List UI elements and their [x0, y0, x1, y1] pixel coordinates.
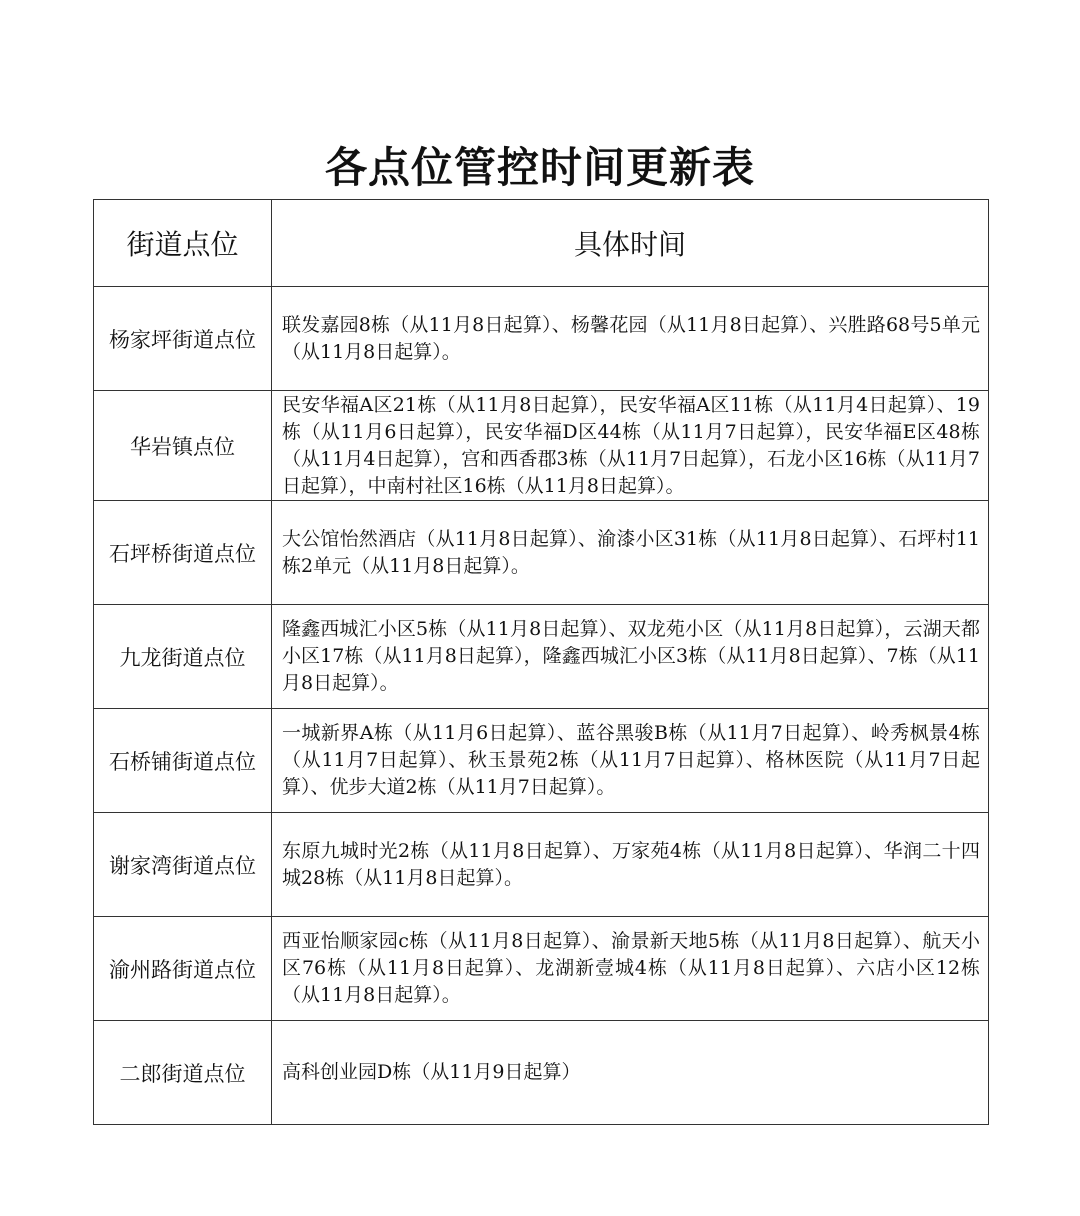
page-title: 各点位管控时间更新表: [324, 143, 755, 192]
control-time-table: [93, 199, 989, 1125]
table-row: [94, 917, 989, 1021]
detail-cell: 联发嘉园8栋（从11月8日起算）、杨馨花园（从11月8日起算）、兴胜路68号5单元（从11月8日起算）。: [272, 287, 989, 391]
detail-cell: 东原九城时光2栋（从11月8日起算）、万家苑4栋（从11月8日起算）、华润二十四城28栋（从11月8日起算）。: [272, 813, 989, 917]
location-cell: 二郎街道点位: [94, 1021, 272, 1125]
table-row: [94, 1021, 989, 1125]
location-cell: 石坪桥街道点位: [94, 501, 272, 605]
location-cell: 九龙街道点位: [94, 605, 272, 709]
table-row: [94, 605, 989, 709]
location-cell: 杨家坪街道点位: [94, 287, 272, 391]
location-cell: 渝州路街道点位: [94, 917, 272, 1021]
table-row: [94, 501, 989, 605]
location-cell: 谢家湾街道点位: [94, 813, 272, 917]
column-header-location: 街道点位: [94, 200, 272, 287]
table-header-row: [94, 200, 989, 287]
detail-cell: 一城新界A栋（从11月6日起算）、蓝谷黑骏B栋（从11月7日起算）、岭秀枫景4栋（从11月7日起算）、秋玉景苑2栋（从11月7日起算）、格林医院（从11月7日起算）、优步大道2栋（从11月7日起算）。: [272, 709, 989, 813]
detail-cell: 西亚怡顺家园c栋（从11月8日起算）、渝景新天地5栋（从11月8日起算）、航天小区76栋（从11月8日起算）、龙湖新壹城4栋（从11月8日起算）、六店小区12栋（从11月8日起算）。: [272, 917, 989, 1021]
table-row: [94, 709, 989, 813]
detail-cell: 高科创业园D栋（从11月9日起算）: [272, 1021, 989, 1125]
detail-cell: 隆鑫西城汇小区5栋（从11月8日起算）、双龙苑小区（从11月8日起算），云湖天都小区17栋（从11月8日起算），隆鑫西城汇小区3栋（从11月8日起算）、7栋（从11月8日起算）。: [272, 605, 989, 709]
table-row: [94, 391, 989, 501]
table-row: [94, 813, 989, 917]
detail-cell: 民安华福A区21栋（从11月8日起算），民安华福A区11栋（从11月4日起算）、19栋（从11月6日起算），民安华福D区44栋（从11月7日起算），民安华福E区48栋（从11月4日起算），宫和西香郡3栋（从11月7日起算），石龙小区16栋（从11月7日起算），中南村社区16栋（从11月8日起算）。: [272, 391, 989, 501]
column-header-time: 具体时间: [272, 200, 989, 287]
location-cell: 华岩镇点位: [94, 391, 272, 501]
location-cell: 石桥铺街道点位: [94, 709, 272, 813]
table-row: [94, 287, 989, 391]
detail-cell: 大公馆怡然酒店（从11月8日起算）、渝漆小区31栋（从11月8日起算）、石坪村11栋2单元（从11月8日起算）。: [272, 501, 989, 605]
